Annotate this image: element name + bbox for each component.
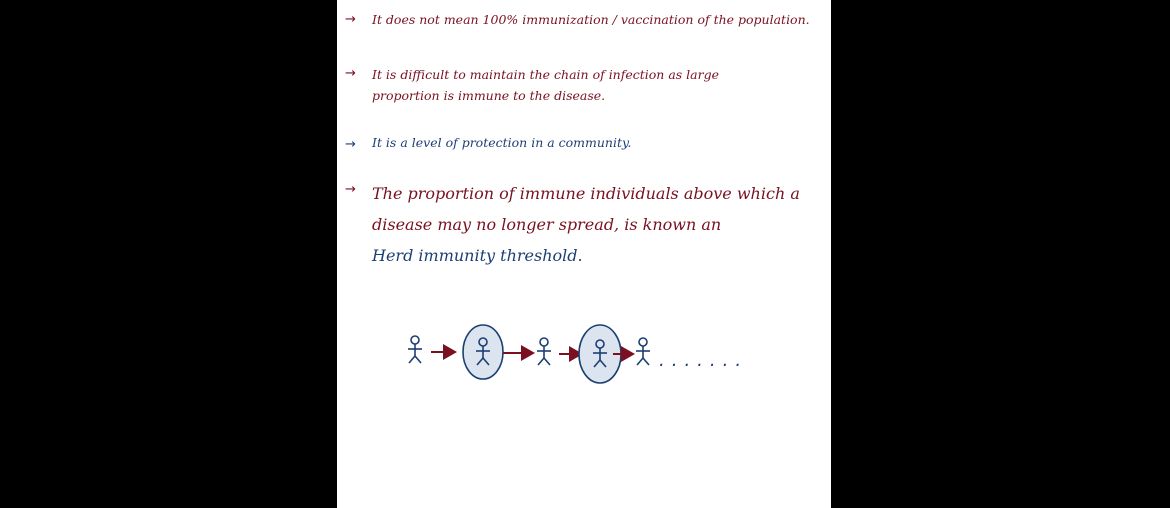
bullet-arrow-icon: → (345, 66, 356, 81)
note-page (337, 0, 831, 508)
bullet-arrow-icon: → (345, 137, 356, 152)
bullet-line: disease may no longer spread, is known an (372, 215, 722, 234)
person-icon (537, 338, 551, 365)
continuation-dots: ....... (659, 350, 749, 371)
bullet-line: It is difficult to maintain the chain of infection as large (372, 67, 719, 82)
bullet-line: The proportion of immune individuals above which a (372, 184, 800, 203)
person-icon (636, 338, 650, 365)
bullet-line: It does not mean 100% immunization / vaccination of the population. (372, 12, 810, 27)
bullet-text (372, 135, 823, 150)
person-icon (408, 336, 422, 363)
bullet-text (372, 178, 823, 271)
bullet-line-term: Herd immunity threshold. (372, 246, 583, 265)
immune-person-icon (463, 325, 503, 379)
bullet-text (372, 64, 823, 106)
bullet-line: It is a level of protection in a community. (372, 135, 632, 150)
bullet-line: proportion is immune to the disease. (372, 88, 606, 103)
bullet-arrow-icon: → (345, 182, 356, 197)
herd-immunity-diagram (397, 318, 777, 398)
bullet-text (372, 12, 823, 27)
bullet-arrow-icon: → (345, 12, 356, 27)
